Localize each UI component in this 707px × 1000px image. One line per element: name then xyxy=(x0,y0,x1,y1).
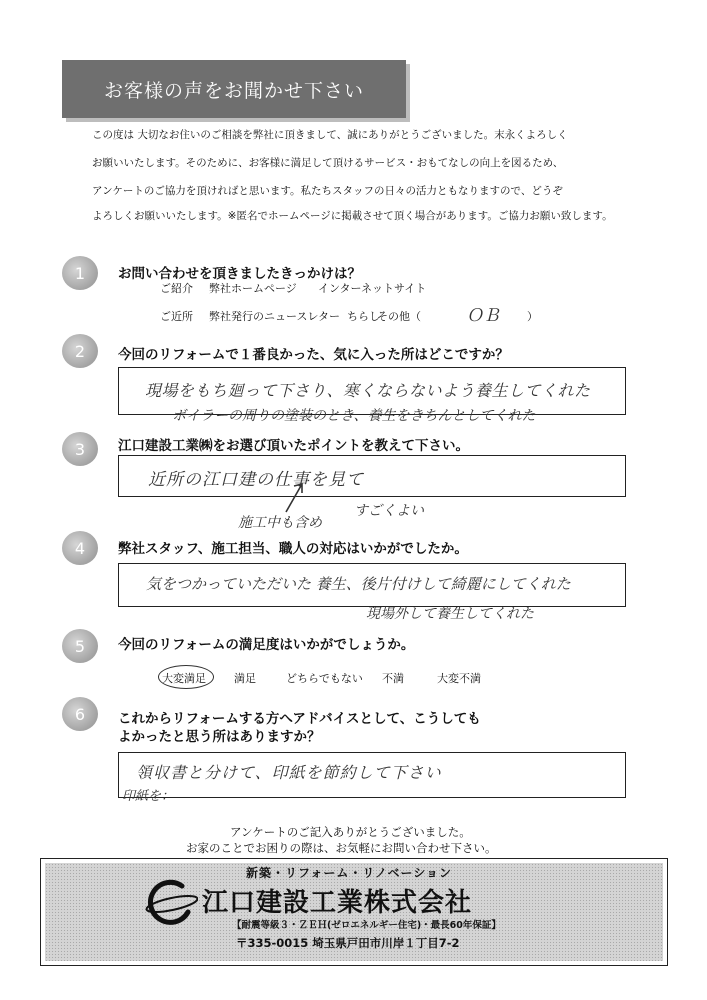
question-2-text: 今回のリフォームで１番良かった、気に入った所はどこですか？ xyxy=(118,347,509,363)
q6-handwritten-answer-line-1: 領収書と分けて、印紙を節約して下さい xyxy=(136,763,442,782)
question-number-badge: 2 xyxy=(62,334,98,368)
q1-close-paren: ） xyxy=(527,310,538,323)
intro-text-line-4: よろしくお願いいたします。※匿名でホームページに掲載させて頂く場合があります。ご協力お願い致します。 xyxy=(92,210,613,222)
q1-option-homepage: 弊社ホームページ xyxy=(209,282,297,295)
company-logo-icon xyxy=(142,878,198,926)
intro-text-line-3: アンケートのご協力を頂ければと思います。私たちスタッフの日々の活力ともなりますので、どうぞ xyxy=(92,185,563,197)
question-5-text: 今回のリフォームの満足度はいかがでしょうか。 xyxy=(118,637,415,653)
q1-option-neighborhood: ご近所 xyxy=(160,310,193,323)
question-number-badge: 5 xyxy=(62,629,98,663)
closing-thanks: アンケートのご記入ありがとうございました。 xyxy=(230,825,471,839)
intro-text-line-2: お願いいたします。そのために、お客様に満足して頂けるサービス・おもてなしの向上を図るため、 xyxy=(92,157,564,169)
question-number-badge: 6 xyxy=(62,697,98,731)
q5-option-very-satisfied: 大変満足 xyxy=(162,672,206,685)
q1-option-newsletter: 弊社発行のニュースレター xyxy=(209,310,341,323)
q5-option-neutral: どちらでもない xyxy=(286,672,363,685)
q1-other-handwritten-answer: ＯＢ xyxy=(466,306,500,326)
company-address: 〒335-0015 埼玉県戸田市川岸１丁目7-2 xyxy=(236,936,460,950)
q2-handwritten-answer-line-2: ボイラーの周りの塗装のとき、養生をきちんとしてくれた xyxy=(172,408,536,424)
question-number-badge: 3 xyxy=(62,432,98,466)
q5-option-very-dissatisfied: 大変不満 xyxy=(437,672,481,685)
question-6-text-line-1: これからリフォームする方へアドバイスとして、こうしても xyxy=(118,711,481,727)
q4-handwritten-answer-line-1: 気をつかっていただいた 養生、後片付けして綺麗にしてくれた xyxy=(146,575,571,593)
company-name: 江口建設工業株式会社 xyxy=(202,888,473,918)
q3-handwritten-answer: 近所の江口建の仕事を見て xyxy=(148,470,364,490)
q1-option-referral: ご紹介 xyxy=(160,282,193,295)
question-number-badge: 4 xyxy=(62,531,98,565)
q4-handwritten-answer-line-2: 現場外して養生してくれた xyxy=(366,606,534,622)
company-spec: 【耐震等級３・ＺＥＨ(ゼロエネルギー住宅)・最長60年保証】 xyxy=(232,920,501,931)
q3-handwritten-note-1: 施工中も含め xyxy=(238,515,322,531)
q5-option-satisfied: 満足 xyxy=(234,672,256,685)
q1-option-internet-site: インターネットサイト xyxy=(318,282,427,295)
question-6-text-line-2: よかったと思う所はありますか？ xyxy=(118,729,321,745)
q6-handwritten-answer-line-2: 印紙を： xyxy=(122,789,175,804)
page-title: お客様の声をお聞かせ下さい xyxy=(62,60,406,118)
q1-option-other: その他（ xyxy=(377,310,421,323)
intro-text-line-1: この度は 大切なお住いのご相談を弊社に頂きまして、誠にありがとうございました。末永くよろしく xyxy=(92,129,568,141)
company-tagline: 新築・リフォーム・リノベーション xyxy=(246,866,452,880)
q1-option-flyer: ちらし xyxy=(347,310,380,323)
question-4-text: 弊社スタッフ、施工担当、職人の対応はいかがでしたか。 xyxy=(118,541,468,557)
q5-option-dissatisfied: 不満 xyxy=(382,672,404,685)
q2-handwritten-answer-line-1: 現場をもち廻って下さり、寒くならないよう養生してくれた xyxy=(145,381,591,400)
q3-handwritten-note-2: すごくよい xyxy=(354,503,424,519)
closing-contact: お家のことでお困りの際は、お気軽にお問い合わせ下さい。 xyxy=(186,841,497,855)
question-number-badge: 1 xyxy=(62,256,98,290)
handwritten-arrow-icon xyxy=(280,478,310,514)
question-1-text: お問い合わせを頂きましたきっかけは？ xyxy=(118,266,361,282)
question-3-text: 江口建設工業㈱をお選び頂いたポイントを教えて下さい。 xyxy=(118,438,469,454)
